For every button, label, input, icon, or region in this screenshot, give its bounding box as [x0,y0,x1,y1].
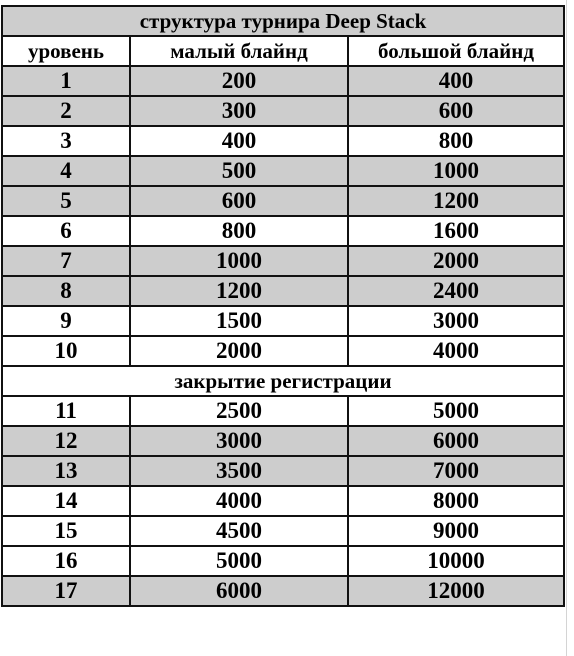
big-blind-cell[interactable]: 2000 [348,246,564,276]
big-blind-cell[interactable]: 9000 [348,516,564,546]
level-cell[interactable]: 2 [2,96,130,126]
table-row [2,396,564,426]
header-big-blind[interactable]: большой блайнд [348,36,564,66]
big-blind-cell[interactable]: 600 [348,96,564,126]
small-blind-cell[interactable]: 4500 [130,516,348,546]
level-cell[interactable]: 9 [2,306,130,336]
table-row [2,66,564,96]
table-row [2,186,564,216]
table-row [2,336,564,366]
registration-close-label[interactable]: закрытие регистрации [2,366,564,396]
level-cell[interactable]: 12 [2,426,130,456]
small-blind-cell[interactable]: 3000 [130,426,348,456]
table-row [2,426,564,456]
table-header-row [2,36,564,66]
small-blind-cell[interactable]: 200 [130,66,348,96]
deep-stack-structure-table [1,5,565,607]
level-cell[interactable]: 3 [2,126,130,156]
big-blind-cell[interactable]: 2400 [348,276,564,306]
table-title[interactable]: структура турнира Deep Stack [2,6,564,36]
level-cell[interactable]: 14 [2,486,130,516]
small-blind-cell[interactable]: 1200 [130,276,348,306]
registration-close-row [2,366,564,396]
big-blind-cell[interactable]: 1600 [348,216,564,246]
big-blind-cell[interactable]: 12000 [348,576,564,606]
small-blind-cell[interactable]: 5000 [130,546,348,576]
table-row [2,486,564,516]
header-level[interactable]: уровень [2,36,130,66]
table-row [2,216,564,246]
table-row [2,96,564,126]
table-row [2,276,564,306]
level-cell[interactable]: 10 [2,336,130,366]
gridline-edge [566,0,567,656]
level-cell[interactable]: 5 [2,186,130,216]
small-blind-cell[interactable]: 800 [130,216,348,246]
header-small-blind[interactable]: малый блайнд [130,36,348,66]
big-blind-cell[interactable]: 5000 [348,396,564,426]
table-row [2,546,564,576]
level-cell[interactable]: 11 [2,396,130,426]
table-row [2,246,564,276]
big-blind-cell[interactable]: 6000 [348,426,564,456]
big-blind-cell[interactable]: 3000 [348,306,564,336]
table-row [2,126,564,156]
level-cell[interactable]: 8 [2,276,130,306]
level-cell[interactable]: 13 [2,456,130,486]
big-blind-cell[interactable]: 1000 [348,156,564,186]
small-blind-cell[interactable]: 1000 [130,246,348,276]
small-blind-cell[interactable]: 1500 [130,306,348,336]
level-cell[interactable]: 6 [2,216,130,246]
big-blind-cell[interactable]: 4000 [348,336,564,366]
level-cell[interactable]: 7 [2,246,130,276]
small-blind-cell[interactable]: 3500 [130,456,348,486]
big-blind-cell[interactable]: 7000 [348,456,564,486]
table-row [2,456,564,486]
level-cell[interactable]: 15 [2,516,130,546]
small-blind-cell[interactable]: 400 [130,126,348,156]
level-cell[interactable]: 4 [2,156,130,186]
small-blind-cell[interactable]: 2000 [130,336,348,366]
table-row [2,576,564,606]
big-blind-cell[interactable]: 1200 [348,186,564,216]
table-row [2,306,564,336]
table-row [2,516,564,546]
small-blind-cell[interactable]: 6000 [130,576,348,606]
small-blind-cell[interactable]: 2500 [130,396,348,426]
level-cell[interactable]: 16 [2,546,130,576]
big-blind-cell[interactable]: 10000 [348,546,564,576]
big-blind-cell[interactable]: 400 [348,66,564,96]
level-cell[interactable]: 1 [2,66,130,96]
table-title-row [2,6,564,36]
big-blind-cell[interactable]: 800 [348,126,564,156]
small-blind-cell[interactable]: 600 [130,186,348,216]
small-blind-cell[interactable]: 300 [130,96,348,126]
table-row [2,156,564,186]
small-blind-cell[interactable]: 500 [130,156,348,186]
level-cell[interactable]: 17 [2,576,130,606]
small-blind-cell[interactable]: 4000 [130,486,348,516]
big-blind-cell[interactable]: 8000 [348,486,564,516]
